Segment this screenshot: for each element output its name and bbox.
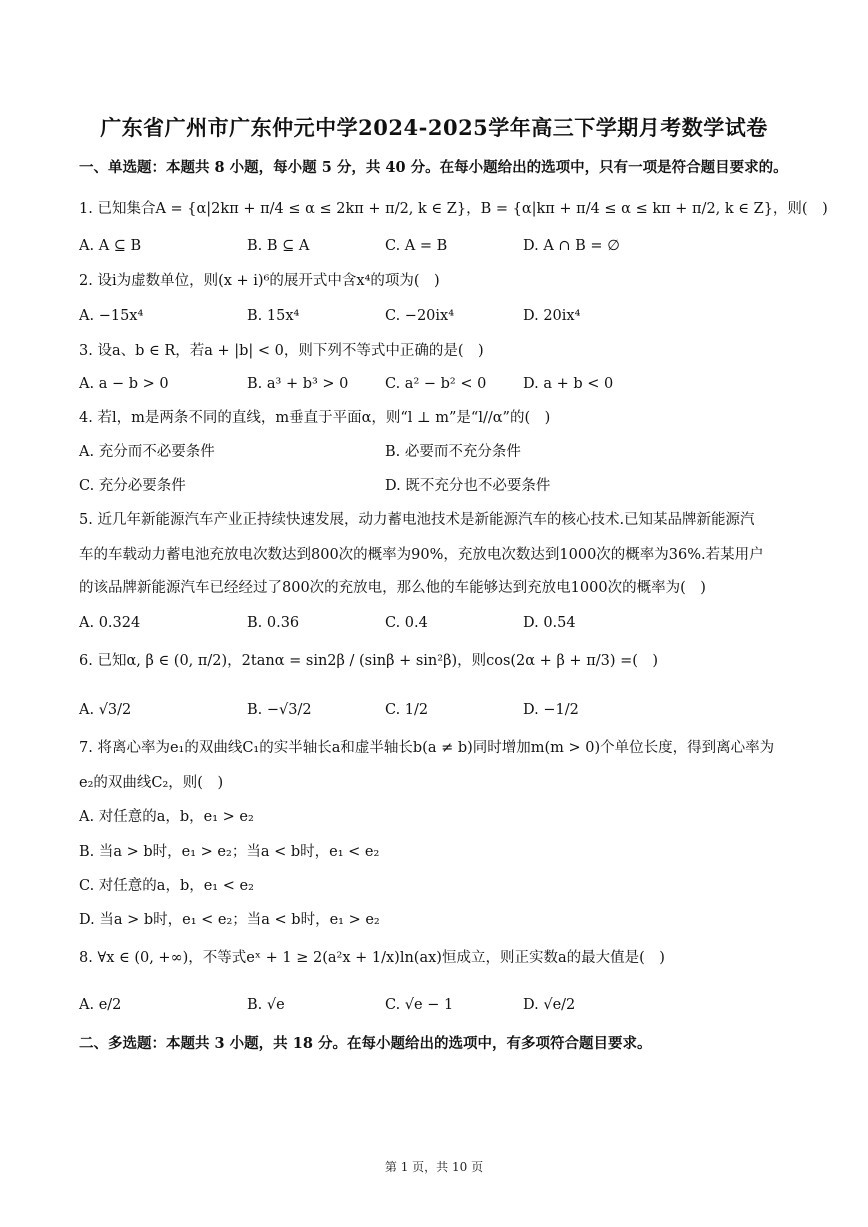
question-7-option-b: B. 当a > b时，e₁ > e₂；当a < b时，e₁ < e₂ [79,844,380,860]
question-5-option-a: A. 0.324 [79,615,141,631]
question-1-option-a: A. A ⊆ B [79,238,142,254]
question-6-stem: 6. 已知α, β ∈ (0, π/2)，2tanα = sin2β / (sinβ + sin²β)，则cos(2α + β + π/3) =( ) [79,653,659,669]
question-5-stem-line-2: 车的车载动力蓄电池充放电次数达到800次的概率为90%，充放电次数达到1000次的概率为36%.若某用户 [79,547,764,563]
section-multi-choice-header: 二、多选题：本题共 3 小题，共 18 分。在每小题给出的选项中，有多项符合题目要求。 [79,1035,652,1052]
question-5-option-d: D. 0.54 [523,615,576,631]
question-5-option-b: B. 0.36 [247,615,300,631]
question-5-stem-line-1: 5. 近几年新能源汽车产业正持续快速发展，动力蓄电池技术是新能源汽车的核心技术.已知某品牌新能源汽 [79,512,755,528]
question-3-option-a: A. a − b > 0 [79,376,169,392]
question-8-option-b: B. √e [247,997,285,1013]
question-7-stem-line-2: e₂的双曲线C₂，则( ) [79,775,224,791]
question-1-option-c: C. A = B [385,238,448,254]
question-7-option-a: A. 对任意的a，b，e₁ > e₂ [79,809,254,825]
question-5-stem-line-3: 的该品牌新能源汽车已经经过了800次的充放电，那么他的车能够达到充放电1000次的概率为( ) [79,580,706,596]
question-8-option-c: C. √e − 1 [385,997,454,1013]
question-7-option-d: D. 当a > b时，e₁ < e₂；当a < b时，e₁ > e₂ [79,912,380,928]
question-2-option-b: B. 15x⁴ [247,308,300,324]
question-3-option-c: C. a² − b² < 0 [385,376,487,392]
question-1-option-d: D. A ∩ B = ∅ [523,238,620,254]
section-single-choice-header: 一、单选题：本题共 8 小题，每小题 5 分，共 40 分。在每小题给出的选项中，只有一项是符合题目要求的。 [79,159,788,176]
page-footer: 第 1 页，共 10 页 [384,1160,484,1174]
question-6-option-a: A. √3/2 [79,702,132,718]
question-4-option-d: D. 既不充分也不必要条件 [385,478,551,494]
question-6-option-b: B. −√3/2 [247,702,312,718]
question-8-option-a: A. e/2 [79,997,122,1013]
question-3-option-b: B. a³ + b³ > 0 [247,376,349,392]
question-1-stem: 1. 已知集合A = {α|2kπ + π/4 ≤ α ≤ 2kπ + π/2, k ∈ Z}，B = {α|kπ + π/4 ≤ α ≤ kπ + π/2, k ∈ Z}，则( ) [79,201,828,217]
question-1-option-b: B. B ⊆ A [247,238,310,254]
page-title: 广东省广州市广东仲元中学2024-2025学年高三下学期月考数学试卷 [100,115,768,140]
question-2-option-d: D. 20ix⁴ [523,308,581,324]
question-3-stem: 3. 设a、b ∈ R，若a + |b| < 0，则下列不等式中正确的是( ) [79,343,484,359]
question-8-stem: 8. ∀x ∈ (0, +∞)，不等式eˣ + 1 ≥ 2(a²x + 1/x)ln(ax)恒成立，则正实数a的最大值是( ) [79,950,665,966]
question-7-stem-line-1: 7. 将离心率为e₁的双曲线C₁的实半轴长a和虚半轴长b(a ≠ b)同时增加m(m > 0)个单位长度，得到离心率为 [79,740,775,756]
question-8-option-d: D. √e/2 [523,997,576,1013]
question-2-option-a: A. −15x⁴ [79,308,144,324]
question-5-option-c: C. 0.4 [385,615,428,631]
question-2-option-c: C. −20ix⁴ [385,308,455,324]
question-4-option-c: C. 充分必要条件 [79,478,186,494]
question-4-option-a: A. 充分而不必要条件 [79,444,215,460]
question-4-option-b: B. 必要而不充分条件 [385,444,521,460]
question-3-option-d: D. a + b < 0 [523,376,614,392]
question-6-option-c: C. 1/2 [385,702,429,718]
question-4-stem: 4. 若l，m是两条不同的直线，m垂直于平面α，则“l ⊥ m”是“l//α”的( ) [79,410,551,426]
question-6-option-d: D. −1/2 [523,702,579,718]
question-2-stem: 2. 设i为虚数单位，则(x + i)⁶的展开式中含x⁴的项为( ) [79,273,440,289]
question-7-option-c: C. 对任意的a，b，e₁ < e₂ [79,878,254,894]
